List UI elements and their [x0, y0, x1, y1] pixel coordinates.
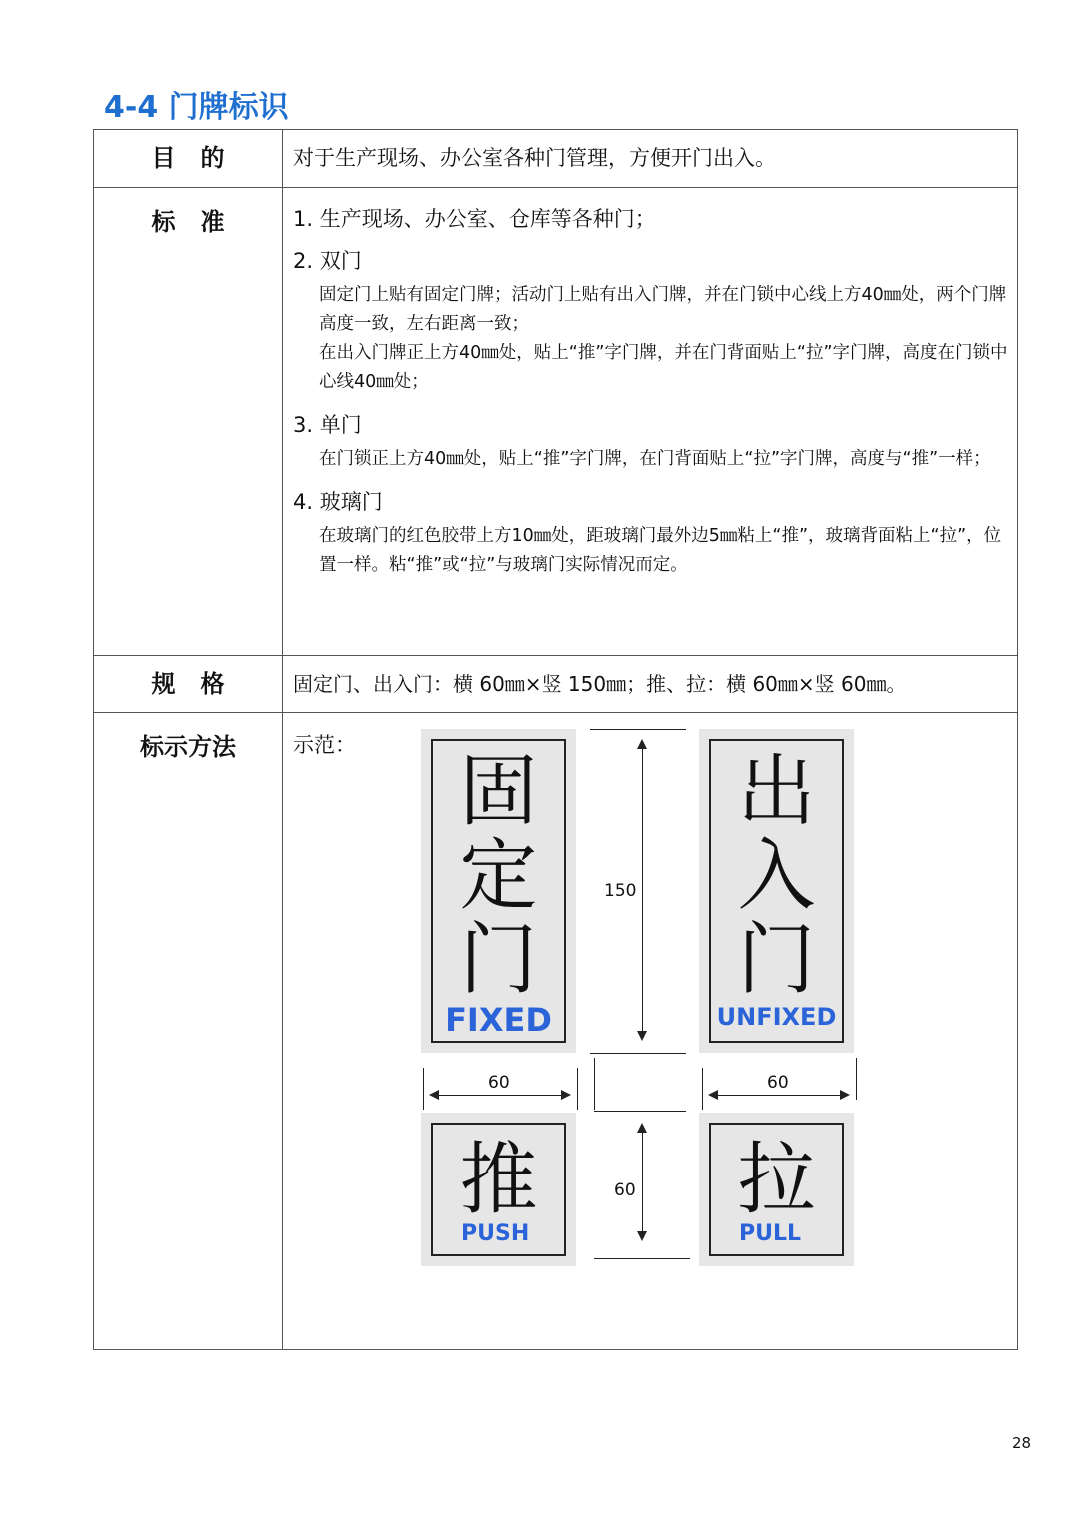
- fixed-door-sign: [421, 729, 576, 1053]
- unfixed-char-2: 入: [737, 831, 816, 921]
- pull-sign-frame: [709, 1123, 844, 1256]
- unfixed-char-3: 门: [737, 915, 816, 1005]
- unfixed-door-sign: [699, 729, 854, 1053]
- standard-item-2-para-1: 固定门上贴有固定门牌；活动门上贴有出入门牌，并在门锁中心线上方40㎜处，两个门牌高度一致，左右距离一致；: [319, 285, 1007, 334]
- spec-text: 固定门、出入门：横 60㎜×竖 150㎜；推、拉：横 60㎜×竖 60㎜。: [283, 656, 1018, 713]
- standard-item-4: 4. 玻璃门: [293, 490, 383, 514]
- dim-mid-line: [594, 1111, 686, 1112]
- arrow-right-icon: [840, 1090, 850, 1100]
- pull-char: 拉: [737, 1135, 816, 1225]
- arrow-right-icon: [561, 1090, 571, 1100]
- standard-item-1: 1. 生产现场、办公室、仓库等各种门；: [293, 207, 656, 231]
- dim-60-vertical-arrow: [642, 1127, 643, 1239]
- fixed-char-3: 门: [459, 915, 538, 1005]
- arrow-up-icon: [637, 1123, 647, 1133]
- method-row: [94, 713, 1018, 1350]
- arrow-left-icon: [429, 1090, 439, 1100]
- push-english: PUSH: [461, 1221, 530, 1246]
- dim-60-vertical-label: 60: [614, 1180, 636, 1200]
- unfixed-char-1: 出: [737, 747, 816, 837]
- dim-60-right-tick-a: [702, 1068, 703, 1110]
- unfixed-door-sign-frame: [709, 739, 844, 1043]
- purpose-label: 目 的: [94, 130, 283, 188]
- page-title: 4-4 门牌标识: [104, 90, 289, 125]
- sign-spec-table: [93, 129, 1018, 1350]
- dim-60-left-tick-b: [577, 1068, 578, 1110]
- dim-mid-tick: [594, 1058, 595, 1110]
- standard-item-2: 2. 双门: [293, 249, 362, 273]
- standard-item-2-para-2: 在出入门牌正上方40㎜处，贴上“推”字门牌，并在门背面贴上“拉”字门牌，高度在门锁中心线40㎜处；: [319, 343, 1008, 392]
- pull-english: PULL: [739, 1221, 802, 1246]
- standard-content: [283, 188, 1018, 656]
- standard-item-3-para-1: 在门锁正上方40㎜处，贴上“推”字门牌，在门背面贴上“拉”字门牌，高度与“推”一样；: [319, 449, 991, 469]
- standard-item-3: 3. 单门: [293, 413, 362, 437]
- standard-item-4-para-1: 在玻璃门的红色胶带上方10㎜处，距玻璃门最外边5㎜粘上“推”，玻璃背面粘上“拉”，位置一样。粘“推”或“拉”与玻璃门实际情况而定。: [319, 526, 1002, 575]
- dim-150-label: 150: [604, 881, 637, 901]
- method-content: [283, 713, 1018, 1350]
- arrow-up-icon: [637, 739, 647, 749]
- fixed-char-2: 定: [459, 831, 538, 921]
- unfixed-english: UNFIXED: [716, 1003, 837, 1031]
- dim-60-right-label: 60: [767, 1073, 789, 1093]
- dim-150-bottom-line: [590, 1053, 686, 1054]
- push-sign: [421, 1113, 576, 1266]
- spec-row: [94, 656, 1018, 713]
- purpose-row: [94, 130, 1018, 188]
- method-label: 标示方法: [94, 713, 283, 1350]
- push-char: 推: [459, 1135, 538, 1225]
- dim-150-top-line: [590, 729, 686, 730]
- arrow-down-icon: [637, 1231, 647, 1241]
- dim-60-left-arrow: [433, 1095, 567, 1096]
- dim-60-bottom-line: [594, 1258, 690, 1259]
- arrow-down-icon: [637, 1031, 647, 1041]
- dim-60-right-tick-b: [856, 1058, 857, 1100]
- standard-label: 标 准: [94, 188, 283, 656]
- dim-60-right-arrow: [712, 1095, 846, 1096]
- page-number: 28: [1012, 1434, 1032, 1452]
- fixed-english: FIXED: [445, 1001, 552, 1039]
- dim-60-left-tick-a: [423, 1068, 424, 1110]
- fixed-door-sign-frame: [431, 739, 566, 1043]
- demo-label: 示范：: [293, 733, 356, 757]
- purpose-text: 对于生产现场、办公室各种门管理，方便开门出入。: [283, 130, 1018, 188]
- pull-sign: [699, 1113, 854, 1266]
- dim-150-arrow: [642, 743, 643, 1039]
- standard-row: [94, 188, 1018, 656]
- push-sign-frame: [431, 1123, 566, 1256]
- arrow-left-icon: [708, 1090, 718, 1100]
- fixed-char-1: 固: [459, 747, 538, 837]
- spec-label: 规 格: [94, 656, 283, 713]
- dim-60-left-label: 60: [488, 1073, 510, 1093]
